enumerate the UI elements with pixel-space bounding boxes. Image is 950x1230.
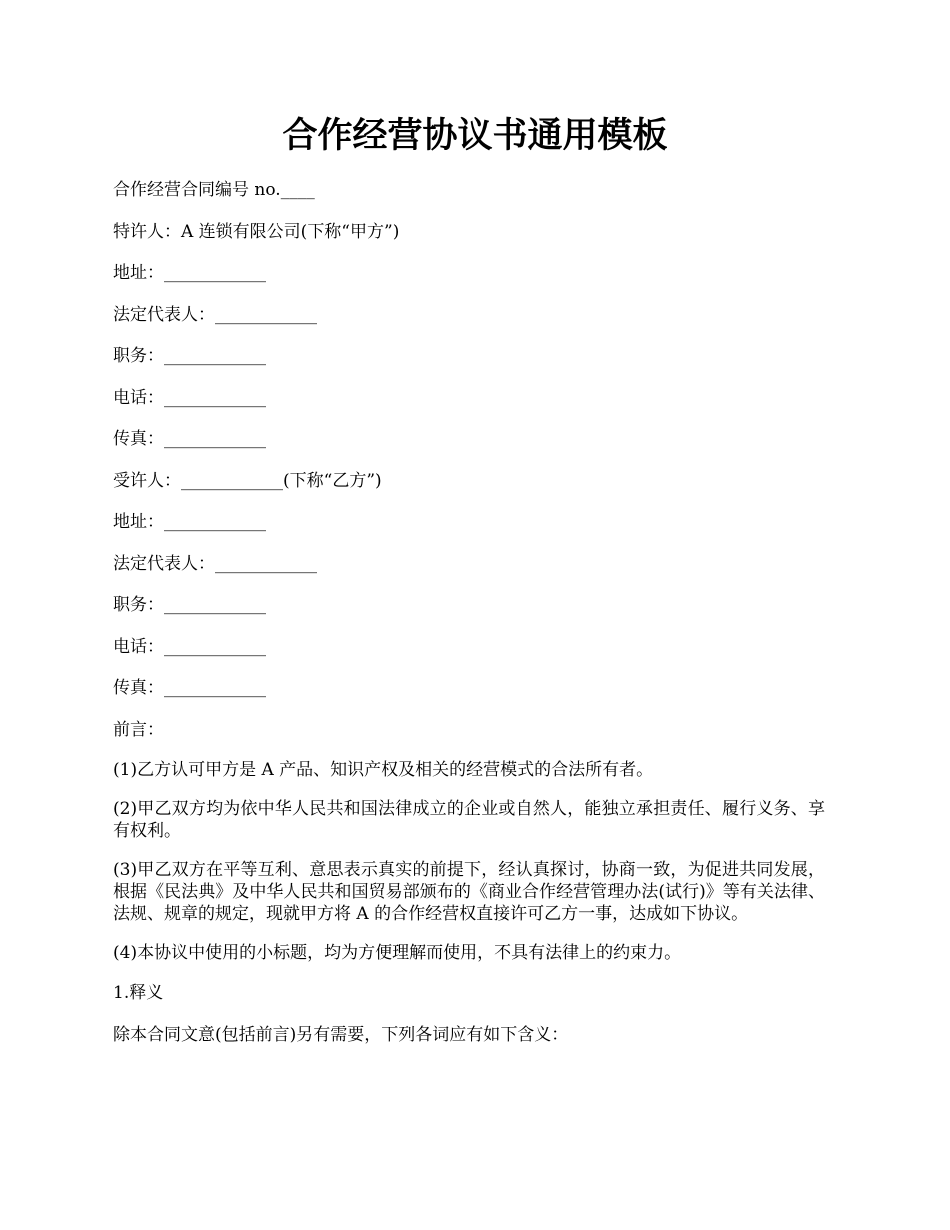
- licensee-fax: 传真：____________: [113, 678, 266, 698]
- licensee-phone: 电话：____________: [113, 636, 266, 657]
- preface-clause-1: (1)乙方认可甲方是 A 产品、知识产权及相关的经营模式的合法所有者。: [113, 760, 654, 780]
- document-title: 合作经营协议书通用模板: [282, 115, 668, 156]
- licensee-line: 受许人：____________(下称“乙方”): [113, 470, 382, 491]
- licensee-address: 地址：____________: [113, 512, 266, 532]
- licensee-position: 职务：____________: [113, 595, 266, 615]
- document-body: [113, 178, 825, 1064]
- preface-clause-3: (3)甲乙双方在平等互利、意思表示真实的前提下，经认真探讨，协商一致，为促进共同发展，根据《民法典》及中华人民共和国贸易部颁布的《商业合作经营管理办法(试行)》等有关法律、法规、规章的规定，现就甲方将 A 的合作经营权直接许可乙方一事，达成如下协议。: [113, 860, 825, 924]
- section-1-intro: 除本合同文意(包括前言)另有需要，下列各词应有如下含义：: [113, 1024, 569, 1045]
- licensor-phone: 电话：____________: [113, 387, 266, 408]
- licensor-line: 特许人：A 连锁有限公司(下称“甲方”): [113, 221, 400, 242]
- section-1-heading: 1.释义: [113, 983, 164, 1003]
- preface-clause-4: (4)本协议中使用的小标题，均为方便理解而使用，不具有法律上的约束力。: [113, 943, 682, 963]
- preface-heading: 前言：: [113, 719, 164, 740]
- contract-number: 合作经营合同编号 no.____: [113, 180, 315, 200]
- licensor-fax: 传真：____________: [113, 429, 266, 449]
- licensee-legal-representative: 法定代表人：____________: [113, 553, 317, 574]
- licensor-legal-representative: 法定代表人：____________: [113, 304, 317, 325]
- licensor-position: 职务：____________: [113, 346, 266, 366]
- preface-clause-2: (2)甲乙双方均为依中华人民共和国法律成立的企业或自然人，能独立承担责任、履行义务、享有权利。: [113, 799, 825, 841]
- licensor-address: 地址：____________: [113, 263, 266, 283]
